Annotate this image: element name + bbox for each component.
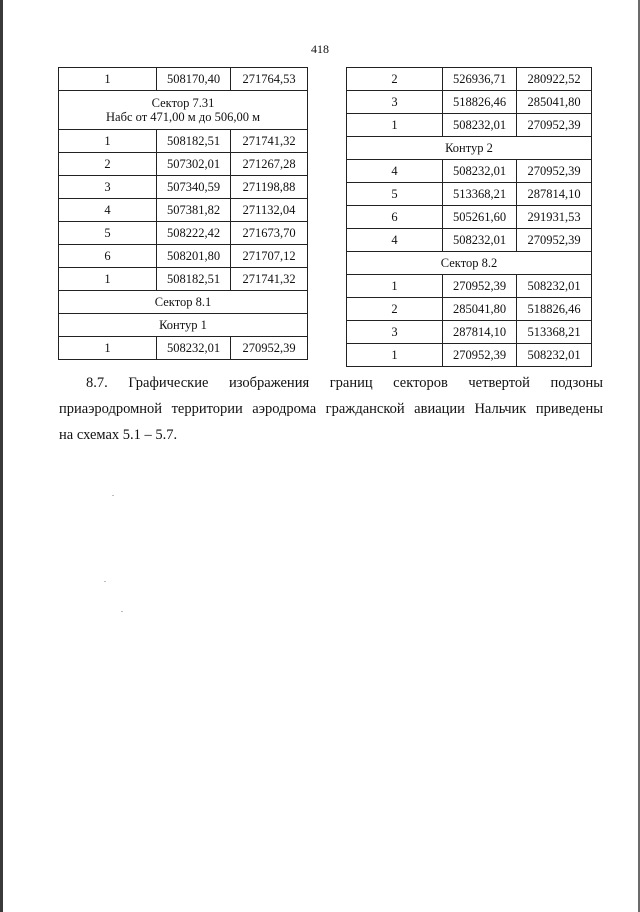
x-coordinate-cell: 518826,46 [443, 91, 517, 114]
point-number-cell: 1 [59, 130, 157, 153]
section-header-row [347, 137, 592, 160]
point-number-cell: 1 [59, 268, 157, 291]
x-coordinate-cell: 507381,82 [157, 199, 231, 222]
section-header-row [59, 291, 308, 314]
section-header-row [59, 314, 308, 337]
table-row [347, 91, 592, 114]
coordinates-table-left [58, 67, 308, 360]
x-coordinate-cell: 508232,01 [157, 337, 231, 360]
x-coordinate-cell: 508201,80 [157, 245, 231, 268]
y-coordinate-cell: 271707,12 [231, 245, 308, 268]
table-row [347, 321, 592, 344]
point-number-cell: 4 [59, 199, 157, 222]
paragraph-word: приаэродромной [59, 401, 163, 417]
point-number-cell: 2 [347, 298, 443, 321]
y-coordinate-cell: 285041,80 [517, 91, 592, 114]
table-row [59, 68, 308, 91]
x-coordinate-cell: 270952,39 [443, 275, 517, 298]
x-coordinate-cell: 508232,01 [443, 229, 517, 252]
point-number-cell: 1 [59, 68, 157, 91]
y-coordinate-cell: 271741,32 [231, 130, 308, 153]
paragraph-word: аэродрома [252, 401, 317, 417]
scan-speck [104, 581, 106, 582]
point-number-cell: 4 [347, 229, 443, 252]
paragraph-word: приведены [535, 401, 603, 417]
x-coordinate-cell: 508182,51 [157, 268, 231, 291]
y-coordinate-cell: 270952,39 [517, 160, 592, 183]
coordinates-table-right [346, 67, 592, 367]
table-row [347, 344, 592, 367]
x-coordinate-cell: 508182,51 [157, 130, 231, 153]
y-coordinate-cell: 513368,21 [517, 321, 592, 344]
section-header [59, 91, 308, 130]
x-coordinate-cell: 508222,42 [157, 222, 231, 245]
section-title: Сектор 7.31 [151, 96, 215, 110]
point-number-cell: 1 [347, 275, 443, 298]
y-coordinate-cell: 508232,01 [517, 275, 592, 298]
paragraph-word: 8.7. [86, 375, 108, 391]
paragraph-word: четвертой [468, 375, 530, 391]
paragraph-word: Графические [128, 375, 209, 391]
table-row [59, 153, 308, 176]
x-coordinate-cell: 508232,01 [443, 114, 517, 137]
point-number-cell: 4 [347, 160, 443, 183]
scan-speck [121, 611, 123, 612]
table-row [59, 337, 308, 360]
table-row [59, 199, 308, 222]
paragraph-word: авиации [414, 401, 465, 417]
section-header-row [347, 252, 592, 275]
x-coordinate-cell: 287814,10 [443, 321, 517, 344]
table-row [59, 245, 308, 268]
table-row [59, 268, 308, 291]
section-header: Контур 1 [59, 314, 308, 337]
table-row [347, 206, 592, 229]
page-number: 418 [311, 42, 329, 56]
scan-speck [112, 495, 114, 496]
x-coordinate-cell: 507340,59 [157, 176, 231, 199]
point-number-cell: 2 [347, 68, 443, 91]
y-coordinate-cell: 287814,10 [517, 183, 592, 206]
y-coordinate-cell: 271198,88 [231, 176, 308, 199]
paragraph-word: Нальчик [474, 401, 527, 417]
point-number-cell: 6 [59, 245, 157, 268]
point-number-cell: 3 [347, 91, 443, 114]
y-coordinate-cell: 270952,39 [517, 114, 592, 137]
table-row [347, 68, 592, 91]
point-number-cell: 3 [347, 321, 443, 344]
table-row [347, 183, 592, 206]
x-coordinate-cell: 270952,39 [443, 344, 517, 367]
y-coordinate-cell: 518826,46 [517, 298, 592, 321]
section-header-row [59, 91, 308, 130]
paragraph-line-3: на схемах 5.1 – 5.7. [59, 427, 178, 443]
point-number-cell: 6 [347, 206, 443, 229]
table-row [59, 222, 308, 245]
section-header: Сектор 8.2 [347, 252, 592, 275]
x-coordinate-cell: 508170,40 [157, 68, 231, 91]
y-coordinate-cell: 291931,53 [517, 206, 592, 229]
point-number-cell: 1 [347, 344, 443, 367]
section-header: Контур 2 [347, 137, 592, 160]
x-coordinate-cell: 507302,01 [157, 153, 231, 176]
point-number-cell: 1 [59, 337, 157, 360]
table-row [347, 298, 592, 321]
paragraph-word: границ [329, 375, 373, 391]
point-number-cell: 1 [347, 114, 443, 137]
table-row [347, 160, 592, 183]
paragraph-word: подзоны [550, 375, 603, 391]
table-row [59, 130, 308, 153]
table-row [347, 275, 592, 298]
x-coordinate-cell: 508232,01 [443, 160, 517, 183]
point-number-cell: 2 [59, 153, 157, 176]
x-coordinate-cell: 505261,60 [443, 206, 517, 229]
point-number-cell: 3 [59, 176, 157, 199]
y-coordinate-cell: 270952,39 [517, 229, 592, 252]
paragraph-line-2 [59, 396, 603, 422]
y-coordinate-cell: 271741,32 [231, 268, 308, 291]
table-row [347, 114, 592, 137]
section-height-range: Набс от 471,00 м до 506,00 м [106, 110, 260, 124]
x-coordinate-cell: 285041,80 [443, 298, 517, 321]
table-row [347, 229, 592, 252]
y-coordinate-cell: 280922,52 [517, 68, 592, 91]
scan-edge-left [0, 0, 3, 912]
x-coordinate-cell: 526936,71 [443, 68, 517, 91]
body-paragraph [59, 370, 603, 448]
table-row [59, 176, 308, 199]
y-coordinate-cell: 508232,01 [517, 344, 592, 367]
paragraph-word: гражданской [325, 401, 405, 417]
paragraph-word: секторов [393, 375, 448, 391]
paragraph-word: территории [171, 401, 243, 417]
paragraph-word: изображения [228, 375, 310, 391]
y-coordinate-cell: 271267,28 [231, 153, 308, 176]
section-header: Сектор 8.1 [59, 291, 308, 314]
y-coordinate-cell: 271764,53 [231, 68, 308, 91]
y-coordinate-cell: 271673,70 [231, 222, 308, 245]
y-coordinate-cell: 270952,39 [231, 337, 308, 360]
paragraph-line-1 [59, 370, 603, 396]
x-coordinate-cell: 513368,21 [443, 183, 517, 206]
y-coordinate-cell: 271132,04 [231, 199, 308, 222]
point-number-cell: 5 [347, 183, 443, 206]
point-number-cell: 5 [59, 222, 157, 245]
